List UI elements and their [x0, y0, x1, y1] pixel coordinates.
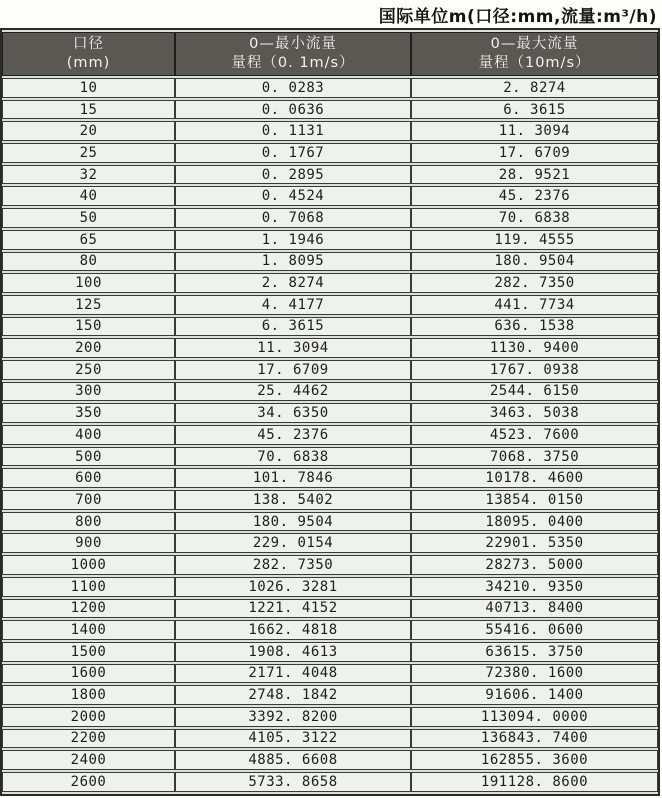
cell-diameter: 1200	[2, 599, 175, 619]
cell-max-flow: 7068. 3750	[411, 447, 658, 467]
cell-max-flow: 45. 2376	[411, 186, 658, 206]
cell-max-flow: 162855. 3600	[411, 750, 658, 770]
header-diameter	[2, 32, 175, 76]
table-row	[2, 186, 658, 206]
page-title: 国际单位m(口径:mm,流量:m³/h)	[378, 6, 657, 27]
table-row	[2, 468, 658, 488]
cell-max-flow: 91606. 1400	[411, 685, 658, 705]
flow-range-table	[0, 28, 660, 796]
cell-min-flow: 282. 7350	[175, 555, 411, 575]
cell-min-flow: 138. 5402	[175, 490, 411, 510]
cell-min-flow: 229. 0154	[175, 533, 411, 553]
cell-max-flow: 6. 3615	[411, 100, 658, 120]
cell-min-flow: 5733. 8658	[175, 772, 411, 792]
header-max-flow-line1: 0—最大流量	[490, 36, 579, 53]
cell-min-flow: 4885. 6608	[175, 750, 411, 770]
cell-max-flow: 113094. 0000	[411, 707, 658, 727]
cell-min-flow: 1026. 3281	[175, 577, 411, 597]
cell-max-flow: 13854. 0150	[411, 490, 658, 510]
cell-diameter: 900	[2, 533, 175, 553]
cell-diameter: 700	[2, 490, 175, 510]
cell-min-flow: 2748. 1842	[175, 685, 411, 705]
table-row	[2, 121, 658, 141]
cell-diameter: 150	[2, 317, 175, 337]
cell-min-flow: 0. 0283	[175, 78, 411, 98]
cell-min-flow: 180. 9504	[175, 512, 411, 532]
cell-min-flow: 34. 6350	[175, 403, 411, 423]
cell-max-flow: 63615. 3750	[411, 642, 658, 662]
cell-diameter: 2600	[2, 772, 175, 792]
table-row	[2, 750, 658, 770]
table-row	[2, 577, 658, 597]
table-row	[2, 252, 658, 272]
cell-max-flow: 1767. 0938	[411, 360, 658, 380]
cell-max-flow: 70. 6838	[411, 208, 658, 228]
table-row	[2, 772, 658, 792]
cell-max-flow: 136843. 7400	[411, 729, 658, 749]
table-row	[2, 360, 658, 380]
cell-max-flow: 40713. 8400	[411, 599, 658, 619]
cell-max-flow: 22901. 5350	[411, 533, 658, 553]
table-row	[2, 707, 658, 727]
table-body	[2, 78, 658, 792]
table-row	[2, 100, 658, 120]
cell-max-flow: 441. 7734	[411, 295, 658, 315]
cell-min-flow: 0. 4524	[175, 186, 411, 206]
table-row	[2, 338, 658, 358]
cell-min-flow: 17. 6709	[175, 360, 411, 380]
cell-min-flow: 0. 7068	[175, 208, 411, 228]
cell-min-flow: 0. 2895	[175, 165, 411, 185]
cell-diameter: 25	[2, 143, 175, 163]
table-row	[2, 555, 658, 575]
cell-max-flow: 282. 7350	[411, 273, 658, 293]
cell-min-flow: 4105. 3122	[175, 729, 411, 749]
table-row	[2, 664, 658, 684]
cell-min-flow: 0. 1767	[175, 143, 411, 163]
table-row	[2, 78, 658, 98]
cell-max-flow: 18095. 0400	[411, 512, 658, 532]
table-row	[2, 317, 658, 337]
cell-diameter: 125	[2, 295, 175, 315]
cell-diameter: 350	[2, 403, 175, 423]
cell-diameter: 1100	[2, 577, 175, 597]
table-row	[2, 230, 658, 250]
table-row	[2, 620, 658, 640]
table-row	[2, 165, 658, 185]
table-row	[2, 729, 658, 749]
cell-min-flow: 2. 8274	[175, 273, 411, 293]
cell-diameter: 2400	[2, 750, 175, 770]
table-row	[2, 447, 658, 467]
cell-diameter: 80	[2, 252, 175, 272]
cell-max-flow: 72380. 1600	[411, 664, 658, 684]
cell-min-flow: 101. 7846	[175, 468, 411, 488]
table-row	[2, 490, 658, 510]
cell-diameter: 1000	[2, 555, 175, 575]
cell-min-flow: 1662. 4818	[175, 620, 411, 640]
cell-diameter: 200	[2, 338, 175, 358]
cell-diameter: 1400	[2, 620, 175, 640]
cell-min-flow: 1908. 4613	[175, 642, 411, 662]
cell-min-flow: 1. 8095	[175, 252, 411, 272]
cell-max-flow: 180. 9504	[411, 252, 658, 272]
table-row	[2, 599, 658, 619]
cell-diameter: 15	[2, 100, 175, 120]
header-min-flow	[175, 32, 411, 76]
cell-max-flow: 55416. 0600	[411, 620, 658, 640]
cell-diameter: 500	[2, 447, 175, 467]
cell-diameter: 40	[2, 186, 175, 206]
cell-diameter: 20	[2, 121, 175, 141]
header-diameter-line1: 口径	[73, 36, 104, 53]
table-row	[2, 533, 658, 553]
cell-max-flow: 11. 3094	[411, 121, 658, 141]
cell-diameter: 300	[2, 382, 175, 402]
header-min-flow-line1: 0—最小流量	[249, 36, 337, 53]
cell-min-flow: 0. 0636	[175, 100, 411, 120]
cell-diameter: 250	[2, 360, 175, 380]
table-row	[2, 382, 658, 402]
table-row	[2, 685, 658, 705]
header-max-flow	[411, 32, 658, 76]
cell-diameter: 1600	[2, 664, 175, 684]
cell-diameter: 400	[2, 425, 175, 445]
cell-min-flow: 6. 3615	[175, 317, 411, 337]
cell-max-flow: 2. 8274	[411, 78, 658, 98]
cell-min-flow: 1. 1946	[175, 230, 411, 250]
table-row	[2, 403, 658, 423]
cell-diameter: 800	[2, 512, 175, 532]
cell-diameter: 10	[2, 78, 175, 98]
cell-max-flow: 636. 1538	[411, 317, 658, 337]
table-row	[2, 143, 658, 163]
table-row	[2, 512, 658, 532]
cell-min-flow: 1221. 4152	[175, 599, 411, 619]
header-max-flow-line2: 量程（10m/s）	[478, 55, 591, 71]
cell-min-flow: 11. 3094	[175, 338, 411, 358]
header-diameter-line2: (mm)	[66, 55, 111, 71]
cell-min-flow: 45. 2376	[175, 425, 411, 445]
cell-max-flow: 2544. 6150	[411, 382, 658, 402]
cell-max-flow: 28. 9521	[411, 165, 658, 185]
cell-max-flow: 34210. 9350	[411, 577, 658, 597]
cell-max-flow: 28273. 5000	[411, 555, 658, 575]
table-row	[2, 425, 658, 445]
header-row	[2, 32, 658, 76]
cell-min-flow: 0. 1131	[175, 121, 411, 141]
cell-diameter: 1800	[2, 685, 175, 705]
table-row	[2, 642, 658, 662]
cell-diameter: 32	[2, 165, 175, 185]
cell-max-flow: 119. 4555	[411, 230, 658, 250]
cell-max-flow: 17. 6709	[411, 143, 658, 163]
header-min-flow-line2: 量程（0. 1m/s）	[231, 55, 355, 71]
cell-max-flow: 1130. 9400	[411, 338, 658, 358]
cell-max-flow: 191128. 8600	[411, 772, 658, 792]
cell-min-flow: 2171. 4048	[175, 664, 411, 684]
cell-diameter: 1500	[2, 642, 175, 662]
cell-diameter: 50	[2, 208, 175, 228]
table-row	[2, 295, 658, 315]
cell-min-flow: 4. 4177	[175, 295, 411, 315]
cell-diameter: 65	[2, 230, 175, 250]
cell-min-flow: 70. 6838	[175, 447, 411, 467]
table-row	[2, 208, 658, 228]
cell-max-flow: 10178. 4600	[411, 468, 658, 488]
cell-min-flow: 25. 4462	[175, 382, 411, 402]
cell-diameter: 100	[2, 273, 175, 293]
cell-diameter: 2000	[2, 707, 175, 727]
cell-diameter: 2200	[2, 729, 175, 749]
cell-max-flow: 4523. 7600	[411, 425, 658, 445]
cell-max-flow: 3463. 5038	[411, 403, 658, 423]
table-row	[2, 273, 658, 293]
cell-diameter: 600	[2, 468, 175, 488]
cell-min-flow: 3392. 8200	[175, 707, 411, 727]
